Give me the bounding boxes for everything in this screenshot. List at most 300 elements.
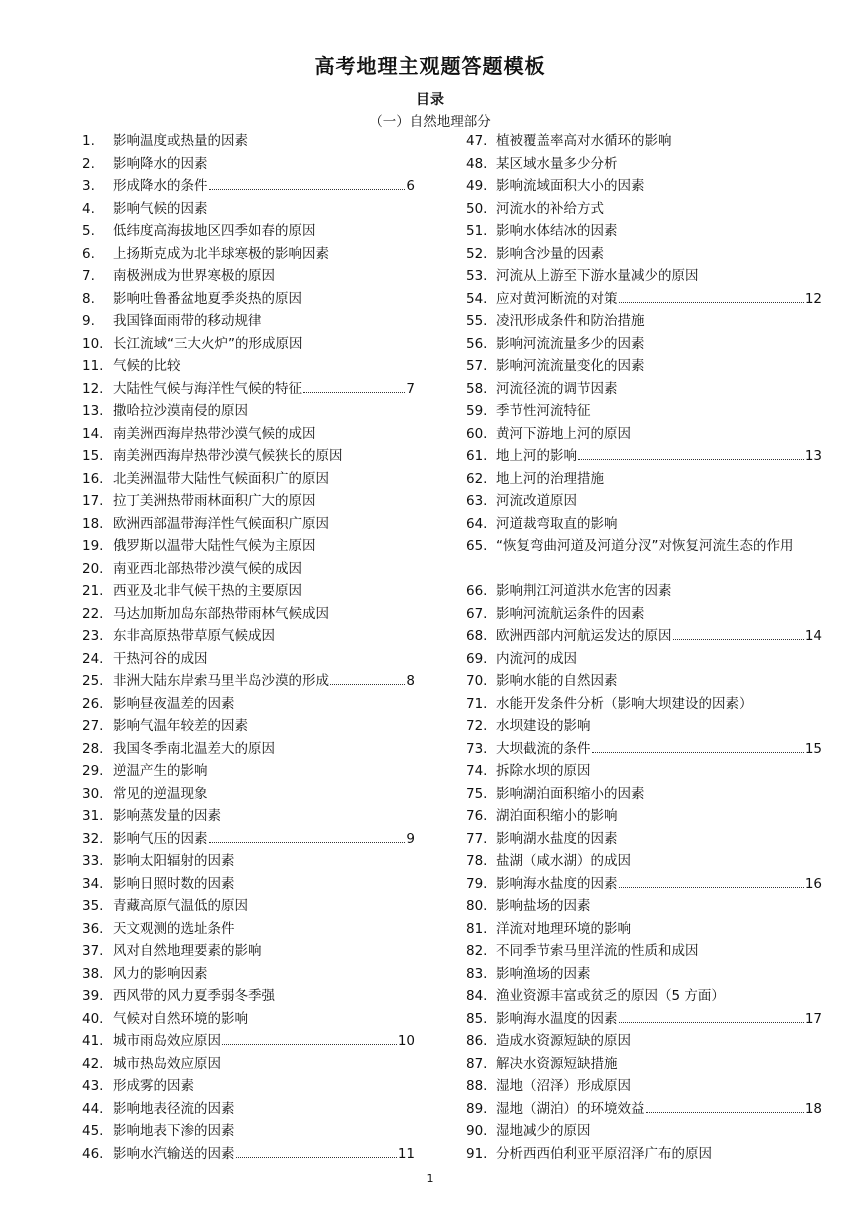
toc-entry-number: 34. bbox=[82, 875, 104, 892]
toc-entry-title: 影响水汽输送的因素 bbox=[113, 1145, 235, 1162]
toc-entry-number: 38. bbox=[82, 965, 104, 982]
toc-entry-title: 地上河的治理措施 bbox=[496, 470, 604, 487]
toc-entry-title: 影响海水盐度的因素 bbox=[496, 875, 618, 892]
toc-entry-title: 影响海水温度的因素 bbox=[496, 1010, 618, 1027]
toc-entry-title: 影响日照时数的因素 bbox=[113, 875, 235, 892]
toc-entry[interactable] bbox=[82, 985, 415, 1008]
toc-entry[interactable] bbox=[466, 243, 822, 266]
toc-dot-leader bbox=[330, 684, 405, 685]
toc-entry-title: 河流径流的调节因素 bbox=[496, 380, 618, 397]
toc-entry[interactable] bbox=[82, 760, 415, 783]
toc-entry[interactable] bbox=[466, 760, 822, 783]
toc-entry-title: 欧洲西部内河航运发达的原因 bbox=[496, 628, 672, 644]
toc-entry-number: 45. bbox=[82, 1123, 104, 1139]
toc-entry-number: 85. bbox=[466, 1010, 488, 1027]
toc-entry-title: 长江流域“三大火炉”的形成原因 bbox=[113, 335, 303, 352]
toc-entry[interactable] bbox=[466, 1030, 822, 1053]
toc-entry-number: 50. bbox=[466, 200, 488, 217]
toc-entry[interactable] bbox=[466, 1120, 822, 1143]
toc-entry-title: 南美洲西海岸热带沙漠气候狭长的原因 bbox=[113, 448, 343, 464]
toc-entry-number: 53. bbox=[466, 268, 488, 284]
toc-entry-title: 干热河谷的成因 bbox=[113, 650, 208, 667]
toc-entry-title: 盐湖（咸水湖）的成因 bbox=[496, 853, 631, 869]
toc-heading: 目录 bbox=[416, 92, 444, 108]
toc-entry[interactable] bbox=[466, 940, 822, 963]
toc-entry-number: 68. bbox=[466, 628, 488, 644]
toc-dot-leader bbox=[619, 887, 804, 888]
toc-entry-title: 水坝建设的影响 bbox=[496, 718, 591, 734]
toc-entry-title: 影响水体结冰的因素 bbox=[496, 223, 618, 239]
toc-entry-title: 影响盐场的因素 bbox=[496, 898, 591, 914]
toc-entry-title: 分析西西伯利亚平原沼泽广布的原因 bbox=[496, 1145, 712, 1162]
toc-entry-title: 上扬斯克成为北半球寒极的影响因素 bbox=[113, 245, 329, 262]
toc-entry-number: 64. bbox=[466, 515, 488, 532]
toc-entry-title: 解决水资源短缺措施 bbox=[496, 1055, 618, 1072]
toc-entry[interactable] bbox=[466, 288, 822, 311]
toc-entry-title: 青藏高原气温低的原因 bbox=[113, 898, 248, 914]
toc-entry-number: 87. bbox=[466, 1055, 488, 1072]
toc-entry-number: 60. bbox=[466, 425, 488, 442]
toc-entry-title: 马达加斯加岛东部热带雨林气候成因 bbox=[113, 605, 329, 622]
toc-entry-title: 城市雨岛效应原因 bbox=[113, 1033, 221, 1049]
toc-entry-title: 造成水资源短缺的原因 bbox=[496, 1033, 631, 1049]
toc-entry-title: 天文观测的选址条件 bbox=[113, 920, 235, 937]
toc-dot-leader bbox=[209, 189, 406, 190]
toc-entry-title: 河流从上游至下游水量减少的原因 bbox=[496, 268, 699, 284]
toc-entry-title: 低纬度高海拔地区四季如春的原因 bbox=[113, 223, 316, 239]
toc-entry[interactable] bbox=[82, 1030, 415, 1053]
toc-entry[interactable] bbox=[466, 378, 822, 401]
toc-entry-number: 19. bbox=[82, 538, 104, 554]
toc-entry-title: 湖泊面积缩小的影响 bbox=[496, 808, 618, 824]
toc-entry-number: 62. bbox=[466, 470, 488, 487]
toc-entry-number: 80. bbox=[466, 898, 488, 914]
toc-entry-title: 俄罗斯以温带大陆性气候为主原因 bbox=[113, 538, 316, 554]
toc-entry[interactable] bbox=[466, 918, 822, 941]
toc-entry-title: 影响河流流量变化的因素 bbox=[496, 358, 645, 374]
toc-entry[interactable] bbox=[466, 603, 822, 626]
toc-entry[interactable] bbox=[82, 940, 415, 963]
toc-entry-number: 16. bbox=[82, 470, 104, 487]
toc-entry-title: 大坝截流的条件 bbox=[496, 740, 591, 757]
toc-entry-number: 83. bbox=[466, 965, 488, 982]
toc-entry[interactable] bbox=[82, 198, 415, 221]
toc-entry-title: 水能开发条件分析（影响大坝建设的因素） bbox=[496, 695, 753, 712]
toc-entry-number: 69. bbox=[466, 650, 488, 667]
toc-entry-number: 21. bbox=[82, 583, 104, 599]
toc-entry-title: 湿地（沼泽）形成原因 bbox=[496, 1078, 631, 1094]
toc-entry-number: 13. bbox=[82, 403, 104, 419]
toc-entry-number: 67. bbox=[466, 605, 488, 622]
toc-entry-title: 影响水能的自然因素 bbox=[496, 673, 618, 689]
toc-entry[interactable] bbox=[82, 693, 415, 716]
toc-entry[interactable] bbox=[466, 783, 822, 806]
toc-entry[interactable] bbox=[466, 468, 822, 491]
toc-entry-number: 52. bbox=[466, 245, 488, 262]
toc-entry-number: 55. bbox=[466, 313, 488, 329]
toc-entry[interactable] bbox=[82, 288, 415, 311]
toc-entry[interactable] bbox=[82, 805, 415, 828]
toc-entry-number: 26. bbox=[82, 695, 104, 712]
toc-entry[interactable] bbox=[466, 490, 822, 513]
toc-entry-title: 撒哈拉沙漠南侵的原因 bbox=[113, 403, 248, 419]
toc-entry-number: 77. bbox=[466, 830, 488, 847]
toc-entry[interactable] bbox=[466, 198, 822, 221]
toc-entry-number: 58. bbox=[466, 380, 488, 397]
toc-entry-title: 地上河的影响 bbox=[496, 448, 577, 464]
toc-entry[interactable] bbox=[82, 400, 415, 423]
toc-entry[interactable] bbox=[82, 1053, 415, 1076]
toc-entry-number: 88. bbox=[466, 1078, 488, 1094]
page-number: 1 bbox=[426, 1172, 434, 1185]
toc-entry[interactable] bbox=[466, 153, 822, 176]
toc-dot-leader bbox=[619, 1022, 804, 1023]
toc-entry-title: 我国冬季南北温差大的原因 bbox=[113, 740, 275, 757]
toc-entry-title: 湿地（湖泊）的环境效益 bbox=[496, 1100, 645, 1117]
toc-entry[interactable] bbox=[466, 535, 822, 580]
toc-dot-leader bbox=[578, 459, 804, 460]
toc-entry-number: 14. bbox=[82, 425, 104, 442]
toc-entry-title: 不同季节索马里洋流的性质和成因 bbox=[496, 943, 699, 959]
toc-entry-number: 57. bbox=[466, 358, 488, 374]
toc-entry-title: 北美洲温带大陆性气候面积广的原因 bbox=[113, 470, 329, 487]
toc-entry-title: 南美洲西海岸热带沙漠气候的成因 bbox=[113, 425, 316, 442]
toc-entry-title: 影响渔场的因素 bbox=[496, 965, 591, 982]
toc-entry-title: 常见的逆温现象 bbox=[113, 785, 208, 802]
toc-entry[interactable] bbox=[466, 805, 822, 828]
toc-entry-page: 16 bbox=[804, 875, 822, 892]
toc-dot-leader bbox=[303, 392, 405, 393]
toc-entry-number: 78. bbox=[466, 853, 488, 869]
toc-entry-number: 5. bbox=[82, 223, 95, 239]
toc-entry-number: 3. bbox=[82, 178, 95, 194]
toc-entry[interactable] bbox=[82, 535, 415, 558]
toc-entry[interactable] bbox=[466, 1053, 822, 1076]
toc-column-right bbox=[466, 130, 822, 1165]
document-title: 高考地理主观题答题模板 bbox=[314, 54, 546, 78]
toc-entry-number: 31. bbox=[82, 808, 104, 824]
toc-entry-title: 影响流域面积大小的因素 bbox=[496, 178, 645, 194]
toc-entry[interactable] bbox=[82, 355, 415, 378]
toc-entry[interactable] bbox=[82, 333, 415, 356]
toc-entry[interactable] bbox=[466, 423, 822, 446]
toc-entry-number: 28. bbox=[82, 740, 104, 757]
toc-entry-page: 12 bbox=[804, 290, 822, 307]
toc-entry-title: 风力的影响因素 bbox=[113, 965, 208, 982]
toc-entry-title: 气候的比较 bbox=[113, 358, 181, 374]
toc-entry-number: 17. bbox=[82, 493, 104, 509]
toc-entry-title: 影响太阳辐射的因素 bbox=[113, 853, 235, 869]
toc-entry-number: 6. bbox=[82, 245, 95, 262]
toc-entry-number: 11. bbox=[82, 358, 104, 374]
toc-entry[interactable] bbox=[466, 333, 822, 356]
toc-entry-title: 南极洲成为世界寒极的原因 bbox=[113, 268, 275, 284]
toc-entry-number: 59. bbox=[466, 403, 488, 419]
toc-entry[interactable] bbox=[82, 1008, 415, 1031]
toc-entry-number: 66. bbox=[466, 583, 488, 599]
toc-entry-title: 季节性河流特征 bbox=[496, 403, 591, 419]
toc-entry[interactable] bbox=[466, 693, 822, 716]
toc-entry-number: 36. bbox=[82, 920, 104, 937]
toc-entry-title: 河道裁弯取直的影响 bbox=[496, 515, 618, 532]
toc-entry-number: 47. bbox=[466, 133, 488, 149]
toc-entry[interactable] bbox=[466, 648, 822, 671]
toc-entry-title: 影响气候的因素 bbox=[113, 200, 208, 217]
toc-entry[interactable] bbox=[466, 265, 822, 288]
toc-entry-number: 46. bbox=[82, 1145, 104, 1162]
toc-entry-page: 6 bbox=[406, 178, 415, 194]
toc-entry[interactable] bbox=[466, 580, 822, 603]
toc-entry-title: 形成降水的条件 bbox=[113, 178, 208, 194]
toc-entry-title: 影响地表径流的因素 bbox=[113, 1100, 235, 1117]
toc-entry-number: 56. bbox=[466, 335, 488, 352]
toc-entry[interactable] bbox=[82, 1120, 415, 1143]
toc-dot-leader bbox=[209, 842, 406, 843]
toc-entry-number: 49. bbox=[466, 178, 488, 194]
toc-entry-number: 1. bbox=[82, 133, 95, 149]
toc-entry-title: 影响河流流量多少的因素 bbox=[496, 335, 645, 352]
toc-entry-title: 影响荆江河道洪水危害的因素 bbox=[496, 583, 672, 599]
toc-entry[interactable] bbox=[82, 175, 415, 198]
toc-entry-number: 10. bbox=[82, 335, 104, 352]
toc-entry-title: 我国锋面雨带的移动规律 bbox=[113, 313, 262, 329]
toc-entry[interactable] bbox=[82, 648, 415, 671]
toc-entry[interactable] bbox=[466, 1075, 822, 1098]
toc-entry-number: 71. bbox=[466, 695, 488, 712]
toc-entry-title: 影响湖泊面积缩小的因素 bbox=[496, 785, 645, 802]
toc-entry-title: 影响含沙量的因素 bbox=[496, 245, 604, 262]
toc-entry-page: 9 bbox=[406, 830, 415, 847]
toc-entry[interactable] bbox=[466, 625, 822, 648]
toc-entry[interactable] bbox=[82, 468, 415, 491]
toc-entry-number: 8. bbox=[82, 290, 95, 307]
toc-entry[interactable] bbox=[82, 895, 415, 918]
toc-entry[interactable] bbox=[466, 828, 822, 851]
toc-entry-title: 东非高原热带草原气候成因 bbox=[113, 628, 275, 644]
toc-entry-title: 拆除水坝的原因 bbox=[496, 763, 591, 779]
toc-entry[interactable] bbox=[82, 738, 415, 761]
toc-entry-number: 54. bbox=[466, 290, 488, 307]
toc-entry[interactable] bbox=[82, 850, 415, 873]
toc-entry-number: 42. bbox=[82, 1055, 104, 1072]
toc-entry-page: 18 bbox=[804, 1100, 822, 1117]
toc-entry[interactable] bbox=[466, 1143, 822, 1166]
toc-entry-number: 18. bbox=[82, 515, 104, 532]
toc-entry[interactable] bbox=[466, 355, 822, 378]
toc-entry[interactable] bbox=[82, 715, 415, 738]
toc-entry-title: 影响地表下渗的因素 bbox=[113, 1123, 235, 1139]
toc-entry-number: 76. bbox=[466, 808, 488, 824]
toc-entry-title: 应对黄河断流的对策 bbox=[496, 290, 618, 307]
toc-entry[interactable] bbox=[466, 963, 822, 986]
toc-column-left bbox=[82, 130, 415, 1165]
toc-entry-number: 12. bbox=[82, 380, 104, 397]
toc-dot-leader bbox=[673, 639, 804, 640]
toc-entry-number: 44. bbox=[82, 1100, 104, 1117]
toc-entry-title: 西风带的风力夏季弱冬季强 bbox=[113, 988, 275, 1004]
toc-entry[interactable] bbox=[82, 220, 415, 243]
toc-entry-title: 湿地减少的原因 bbox=[496, 1123, 591, 1139]
toc-entry-title: 非洲大陆东岸索马里半岛沙漠的形成 bbox=[113, 673, 329, 689]
toc-entry[interactable] bbox=[82, 783, 415, 806]
toc-entry-number: 72. bbox=[466, 718, 488, 734]
toc-dot-leader bbox=[236, 1157, 397, 1158]
toc-entry-title: “恢复弯曲河道及河道分汊”对恢复河流生态的作用 bbox=[496, 538, 794, 554]
toc-entry[interactable] bbox=[82, 603, 415, 626]
toc-entry-number: 2. bbox=[82, 155, 95, 172]
toc-entry-number: 25. bbox=[82, 673, 104, 689]
toc-entry[interactable] bbox=[82, 445, 415, 468]
toc-entry[interactable] bbox=[82, 265, 415, 288]
toc-entry-title: 拉丁美洲热带雨林面积广大的原因 bbox=[113, 493, 316, 509]
toc-entry-title: 影响气压的因素 bbox=[113, 830, 208, 847]
toc-entry-number: 70. bbox=[466, 673, 488, 689]
toc-entry[interactable] bbox=[466, 220, 822, 243]
toc-entry-number: 48. bbox=[466, 155, 488, 172]
toc-entry-title: 风对自然地理要素的影响 bbox=[113, 943, 262, 959]
toc-entry-page: 17 bbox=[804, 1010, 822, 1027]
toc-entry-number: 24. bbox=[82, 650, 104, 667]
toc-entry-title: 河流水的补给方式 bbox=[496, 200, 604, 217]
toc-entry-number: 51. bbox=[466, 223, 488, 239]
toc-entry-number: 89. bbox=[466, 1100, 488, 1117]
toc-entry-number: 61. bbox=[466, 448, 488, 464]
toc-entry-title: 内流河的成因 bbox=[496, 650, 577, 667]
toc-entry[interactable] bbox=[82, 580, 415, 603]
toc-entry-title: 影响气温年较差的因素 bbox=[113, 718, 248, 734]
toc-entry[interactable] bbox=[82, 378, 415, 401]
toc-entry[interactable] bbox=[82, 873, 415, 896]
toc-entry-title: 大陆性气候与海洋性气候的特征 bbox=[113, 380, 302, 397]
toc-entry-number: 30. bbox=[82, 785, 104, 802]
toc-entry[interactable] bbox=[466, 1008, 822, 1031]
toc-entry[interactable] bbox=[466, 670, 822, 693]
toc-entry-title: 逆温产生的影响 bbox=[113, 763, 208, 779]
toc-entry[interactable] bbox=[466, 130, 822, 153]
toc-entry[interactable] bbox=[466, 985, 822, 1008]
toc-entry[interactable] bbox=[466, 513, 822, 536]
toc-entry-page: 10 bbox=[397, 1033, 415, 1049]
toc-entry-title: 影响温度或热量的因素 bbox=[113, 133, 248, 149]
toc-entry[interactable] bbox=[466, 400, 822, 423]
toc-entry[interactable] bbox=[82, 558, 415, 581]
toc-entry-number: 32. bbox=[82, 830, 104, 847]
toc-entry-title: 气候对自然环境的影响 bbox=[113, 1010, 248, 1027]
toc-entry-number: 40. bbox=[82, 1010, 104, 1027]
toc-entry-number: 84. bbox=[466, 988, 488, 1004]
toc-entry-number: 74. bbox=[466, 763, 488, 779]
toc-entry[interactable] bbox=[466, 850, 822, 873]
toc-entry[interactable] bbox=[82, 670, 415, 693]
section-heading: （一）自然地理部分 bbox=[369, 114, 491, 130]
toc-dot-leader bbox=[646, 1112, 804, 1113]
toc-entry-title: 影响昼夜温差的因素 bbox=[113, 695, 235, 712]
toc-entry-number: 35. bbox=[82, 898, 104, 914]
toc-entry[interactable] bbox=[466, 738, 822, 761]
toc-entry-number: 33. bbox=[82, 853, 104, 869]
toc-dot-leader bbox=[222, 1044, 397, 1045]
toc-entry-number: 39. bbox=[82, 988, 104, 1004]
toc-entry-page: 13 bbox=[804, 448, 822, 464]
toc-entry[interactable] bbox=[82, 490, 415, 513]
toc-entry[interactable] bbox=[82, 625, 415, 648]
toc-entry[interactable] bbox=[82, 513, 415, 536]
toc-entry[interactable] bbox=[82, 243, 415, 266]
toc-entry[interactable] bbox=[82, 828, 415, 851]
toc-entry[interactable] bbox=[466, 175, 822, 198]
toc-entry[interactable] bbox=[82, 1075, 415, 1098]
toc-entry-title: 南亚西北部热带沙漠气候的成因 bbox=[113, 560, 302, 577]
toc-entry-number: 37. bbox=[82, 943, 104, 959]
toc-entry-title: 影响蒸发量的因素 bbox=[113, 808, 221, 824]
toc-entry-number: 22. bbox=[82, 605, 104, 622]
toc-entry-title: 影响湖水盐度的因素 bbox=[496, 830, 618, 847]
toc-entry[interactable] bbox=[466, 895, 822, 918]
toc-entry[interactable] bbox=[82, 423, 415, 446]
toc-entry-number: 82. bbox=[466, 943, 488, 959]
toc-entry-number: 20. bbox=[82, 560, 104, 577]
toc-entry-number: 91. bbox=[466, 1145, 488, 1162]
toc-entry[interactable] bbox=[466, 310, 822, 333]
toc-entry-number: 75. bbox=[466, 785, 488, 802]
toc-entry-title: 影响河流航运条件的因素 bbox=[496, 605, 645, 622]
toc-dot-leader bbox=[619, 302, 804, 303]
toc-entry-title: 凌汛形成条件和防治措施 bbox=[496, 313, 645, 329]
toc-entry-number: 9. bbox=[82, 313, 95, 329]
toc-entry-number: 63. bbox=[466, 493, 488, 509]
toc-entry-page: 7 bbox=[406, 380, 415, 397]
toc-dot-leader bbox=[592, 752, 804, 753]
toc-entry-title: 西亚及北非气候干热的主要原因 bbox=[113, 583, 302, 599]
toc-entry-title: 洋流对地理环境的影响 bbox=[496, 920, 631, 937]
toc-entry[interactable] bbox=[466, 445, 822, 468]
toc-entry-title: 植被覆盖率高对水循环的影响 bbox=[496, 133, 672, 149]
toc-entry-number: 4. bbox=[82, 200, 95, 217]
toc-entry-page: 11 bbox=[397, 1145, 415, 1162]
toc-entry[interactable] bbox=[82, 153, 415, 176]
toc-entry[interactable] bbox=[466, 715, 822, 738]
toc-entry-number: 27. bbox=[82, 718, 104, 734]
toc-entry-number: 23. bbox=[82, 628, 104, 644]
toc-entry-title: 黄河下游地上河的原因 bbox=[496, 425, 631, 442]
toc-entry[interactable] bbox=[466, 873, 822, 896]
toc-entry[interactable] bbox=[82, 130, 415, 153]
toc-entry-page: 8 bbox=[406, 673, 415, 689]
toc-entry-title: 渔业资源丰富或贫乏的原因（5 方面） bbox=[496, 988, 725, 1004]
toc-entry-title: 某区域水量多少分析 bbox=[496, 155, 618, 172]
toc-entry[interactable] bbox=[82, 310, 415, 333]
toc-entry-number: 43. bbox=[82, 1078, 104, 1094]
toc-entry-title: 城市热岛效应原因 bbox=[113, 1055, 221, 1072]
toc-entry-number: 29. bbox=[82, 763, 104, 779]
toc-entry-number: 90. bbox=[466, 1123, 488, 1139]
toc-entry[interactable] bbox=[82, 1143, 415, 1166]
toc-entry-number: 81. bbox=[466, 920, 488, 937]
toc-entry-number: 41. bbox=[82, 1033, 104, 1049]
toc-entry-title: 影响吐鲁番盆地夏季炎热的原因 bbox=[113, 290, 302, 307]
toc-entry-number: 7. bbox=[82, 268, 95, 284]
toc-entry-title: 欧洲西部温带海洋性气候面积广原因 bbox=[113, 515, 329, 532]
toc-entry[interactable] bbox=[82, 1098, 415, 1121]
toc-entry-title: 形成雾的因素 bbox=[113, 1078, 194, 1094]
toc-entry[interactable] bbox=[466, 1098, 822, 1121]
toc-entry-number: 65. bbox=[466, 538, 488, 554]
toc-entry[interactable] bbox=[82, 963, 415, 986]
toc-entry-number: 86. bbox=[466, 1033, 488, 1049]
toc-entry-number: 73. bbox=[466, 740, 488, 757]
toc-entry[interactable] bbox=[82, 918, 415, 941]
toc-entry-page: 15 bbox=[804, 740, 822, 757]
